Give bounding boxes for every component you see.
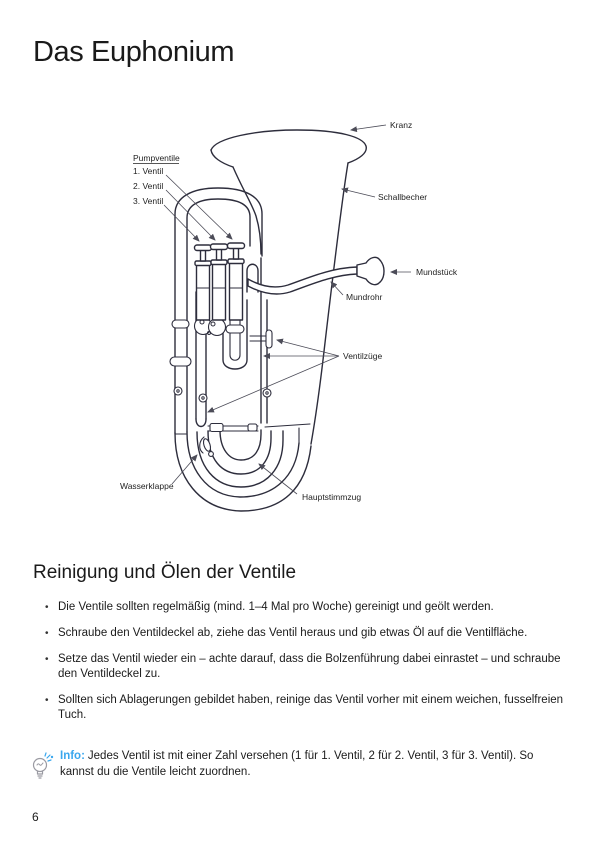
label-ventil2: 2. Ventil xyxy=(133,181,164,191)
section-heading: Reinigung und Ölen der Ventile xyxy=(33,562,297,583)
bullet-text: Die Ventile sollten regelmäßig (mind. 1–4 Mal pro Woche) gereinigt und geölt werden. xyxy=(58,601,494,613)
leader-line-mundrohr xyxy=(331,282,343,295)
page-title: Das Euphonium xyxy=(33,36,235,68)
leader-line-ventilzuege-1 xyxy=(277,340,339,356)
lightbulb-icon xyxy=(30,751,56,781)
label-mundrohr: Mundrohr xyxy=(346,292,383,302)
label-wasserklappe: Wasserklappe xyxy=(120,481,174,491)
label-hauptstimmzug: Hauptstimmzug xyxy=(302,492,362,502)
list-item xyxy=(44,600,566,615)
leader-line-kranz xyxy=(351,125,386,130)
info-text xyxy=(60,748,568,780)
label-kranz: Kranz xyxy=(390,120,413,130)
page-number: 6 xyxy=(32,810,39,824)
diagram-labels xyxy=(120,120,458,502)
euphonium-line-art xyxy=(170,130,384,511)
bullet-text: Schraube den Ventildeckel ab, ziehe das Ventil heraus und gib etwas Öl auf die Ventilfläche. xyxy=(58,627,528,639)
bullet-text: Sollten sich Ablagerungen gebildet haben, reinige das Ventil vorher mit einem weichen, fusselfreien Tuch. xyxy=(58,694,564,721)
label-schallbecher: Schallbecher xyxy=(378,192,428,202)
bullet-list xyxy=(44,600,566,734)
info-note xyxy=(30,748,568,780)
bullet-marker: • xyxy=(45,602,49,613)
bullet-text: Setze das Ventil wieder ein – achte darauf, dass die Bolzenführung dabei einrastet – und schraube den Ventildeckel zu. xyxy=(58,653,561,680)
leader-line-ventil3 xyxy=(164,205,199,241)
label-ventil3: 3. Ventil xyxy=(133,196,164,206)
list-item xyxy=(44,652,566,682)
info-body: Jedes Ventil ist mit einer Zahl versehen (1 für 1. Ventil, 2 für 2. Ventil, 3 für 3. Ventil). So kannst du die Ventile leicht zuordnen. xyxy=(60,750,534,778)
leader-line-wasserklappe xyxy=(172,455,197,484)
label-pumpventile: Pumpventile xyxy=(133,153,180,163)
label-mundstueck: Mundstück xyxy=(416,267,458,277)
list-item xyxy=(44,693,566,723)
list-item xyxy=(44,626,566,641)
label-ventil1: 1. Ventil xyxy=(133,166,164,176)
bullet-marker: • xyxy=(45,628,49,639)
leader-line-schallbecher xyxy=(342,189,375,197)
info-label: Info: xyxy=(60,750,85,762)
label-ventilzuege: Ventilzüge xyxy=(343,351,383,361)
bullet-marker: • xyxy=(45,654,49,665)
bullet-marker: • xyxy=(45,695,49,706)
